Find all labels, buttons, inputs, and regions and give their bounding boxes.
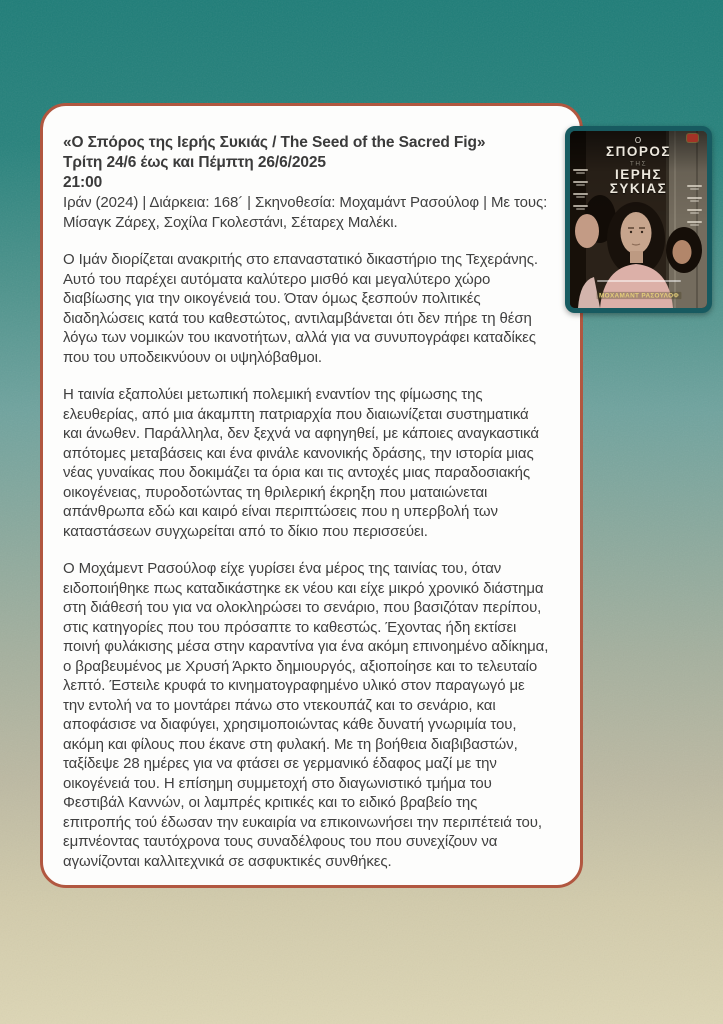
card-content (43, 106, 580, 871)
poster-title-line-4: ΙΕΡΗΣ (614, 166, 663, 182)
laurel-icon (687, 209, 702, 214)
screening-time: 21:00 (63, 174, 103, 191)
synopsis-paragraph-3: Ο Μοχάμεντ Ρασούλοφ είχε γυρίσει ένα μέρος της ταινίας του, όταν ειδοποιήθηκε πως καταδικάστηκε εκ νέου και είχε μικρό χρονικό διάστημα στη διάθεσή του για να ολοκληρώσει το σενάριο, που βασιζόταν περίπου, στις κατηγορίες που του πρόσαπτε το καθεστώς. Έχοντας ήδη εκτίσει ποινή φυλάκισης μέσα στην καραντίνα για ένα ακόμη επινοημένο αδίκημα, ο βραβευμένος με Χρυσή Άρκτο δημιουργός, αξιοποίησε και το τελευταίο λεπτό. Έστειλε κρυφά το κινηματογραφημένο υλικό στον παραγωγό με την εντολή να το μοντάρει πάνω στο ντεκουπάζ και το σενάριο, και αποφάσισε να διαφύγει, χρησιμοποιώντας κάθε δυνατή γνωριμία του, ακόμη και φίλους που έκανε στη φυλακή. Με τη βοήθεια διαβιβαστών, ταξίδεψε 28 ημέρες για να φτάσει σε γερμανικό έδαφος μαζί με την οικογένειά του. Η επίσημη συμμετοχή στο διαγωνιστικό τμήμα του Φεστιβάλ Καννών, οι λαμπρές κριτικές και το ειδικό βραβείο της επιτροπής τού έδωσαν την ευκαιρία να επικοινωνήσει την περιπέτειά του, εμπνέοντας ταυτόχρονα τους συναδέλφους του που συνεχίζουν να αγωνίζονται καλλιτεχνικά σε ασφυκτικές συνθήκες. (63, 560, 549, 870)
poster-title-line-3: ΤΗΣ (629, 159, 648, 167)
film-poster (565, 126, 712, 313)
laurel-icon (573, 169, 588, 174)
synopsis-paragraph-1: Ο Ιμάν διορίζεται ανακριτής στο επαναστατικό δικαστήριο της Τεχεράνης. Αυτό του παρέχει αυτόματα καλύτερο μισθό και μεγαλύτερο χώρο διαβίωσης για την οικογένειά του. Όταν όμως ξεσπούν πολιτικές διαδηλώσεις κατά του καθεστώτος, αντιλαμβάνεται ότι δεν πήρε τη θέση λόγω των νομικών του ικανοτήτων, αλλά για να συνυπογράφει καταδίκες που του υποδεικνύουν οι υψηλόβαθμοι. (63, 251, 538, 366)
screening-dates: Τρίτη 24/6 έως και Πέμπτη 26/6/2025 (63, 154, 326, 171)
film-title: «Ο Σπόρος της Ιερής Συκιάς / The Seed of the Sacred Fig» (63, 134, 486, 151)
film-credits: Ιράν (2024) | Διάρκεια: 168´ | Σκηνοθεσία: Μοχαμάντ Ρασούλοφ | Με τους: Μίσαγκ Ζάρεχ, Σοχίλα Γκολεστάνι, Σέταρεχ Μαλέκι. (63, 194, 548, 231)
poster-title-line-5: ΣΥΚΙΑΣ (609, 181, 668, 197)
laurel-icon (573, 205, 588, 210)
poster-director-credit: ΜΟΧΑΜΑΝΤ ΡΑΣΟΥΛΟΦ (596, 292, 681, 299)
synopsis-paragraph-2: Η ταινία εξαπολύει μετωπική πολεμική εναντίον της φίμωσης της ελευθερίας, από μια άκαμπτη πατριαρχία που διαιωνίζεται συστηματικά και άνωθεν. Παράλληλα, δεν ξεχνά να αφηγηθεί, με κάποιες αναγκαστικά απότομες μεταβάσεις και ένα φινάλε κανονικής δράσης, την ιστορία μιας νέας γυναίκας που δοκιμάζει τα όρια και τις αντοχές μιας παραδοσιακής οικογένειας, πυροδοτώντας τη θριλερική έκρηξη που ματαιώνεται απάνθρωπα εδώ και καιρό είναι περιπτώσεις που η υπερβολή των καταστάσεων συγχωρείται από το δίκιο που περισσεύει. (63, 386, 539, 540)
award-laurels-right (687, 185, 702, 226)
film-info-card (40, 103, 583, 888)
poster-title-line-1: Ο (634, 136, 643, 145)
award-laurels-left (573, 169, 588, 210)
laurel-icon (687, 221, 702, 226)
laurel-icon (687, 185, 702, 190)
festival-emblem-icon (687, 134, 698, 142)
poster-microtext (597, 280, 681, 282)
poster-director-block (570, 280, 707, 303)
laurel-icon (573, 181, 588, 186)
laurel-icon (687, 197, 702, 202)
laurel-icon (573, 193, 588, 198)
poster-title-line-2: ΣΠΟΡΟΣ (606, 144, 671, 160)
